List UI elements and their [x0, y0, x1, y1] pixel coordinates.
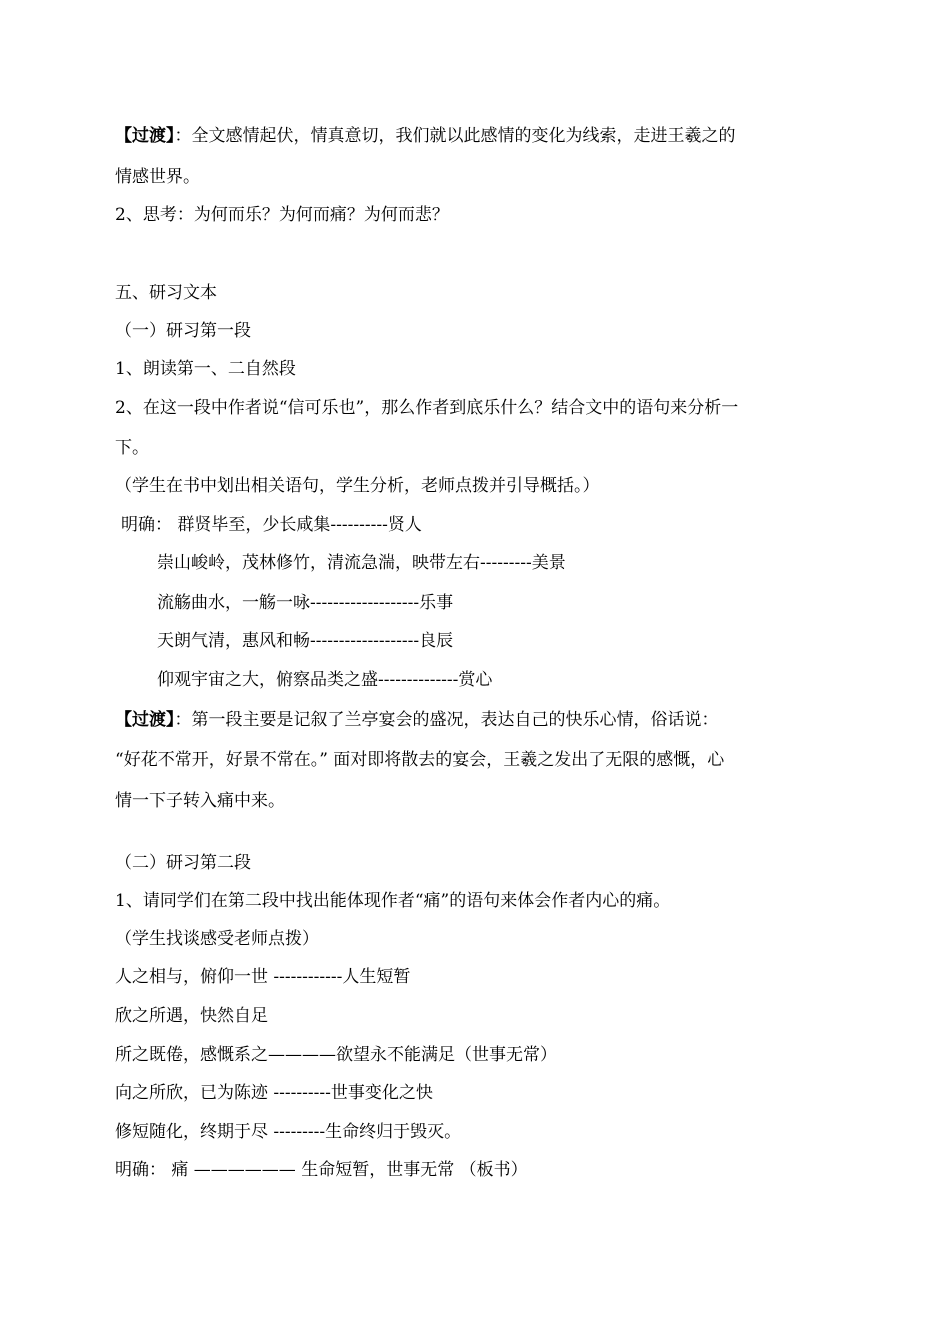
transition-label: 【过渡】 — [115, 126, 175, 146]
transition-paragraph-2-line-3: 情一下子转入痛中来。 — [115, 791, 285, 811]
analysis-line: 修短随化，终期于尽 ---------生命终归于毁灭。 — [115, 1122, 462, 1142]
transition-label: 【过渡】 — [115, 710, 175, 730]
analysis-line: 人之相与，俯仰一世 ------------人生短暂 — [115, 967, 411, 987]
analysis-line: 欣之所遇，快然自足 — [115, 1006, 268, 1026]
board-summary-line: 明确： 痛 —————— 生命短暂，世事无常 （板书） — [115, 1160, 528, 1180]
transition-text: ：全文感情起伏，情真意切，我们就以此感情的变化为线索，走进王羲之的 — [174, 126, 736, 146]
transition-paragraph-2-line-2: “好花不常开，好景不常在。” 面对即将散去的宴会，王羲之发出了无限的感慨，心 — [115, 750, 725, 770]
part1-item-2-line-2: 下。 — [115, 438, 149, 458]
subsection-heading-2: （二）研习第二段 — [115, 853, 251, 873]
transition-text: ：第一段主要是记叙了兰亭宴会的盛况，表达自己的快乐心情，俗话说： — [174, 710, 719, 730]
question-2: 2、思考：为何而乐？为何而痛？为何而悲？ — [115, 205, 449, 225]
part1-note: （学生在书中划出相关语句，学生分析，老师点拨并引导概括。） — [115, 476, 600, 496]
analysis-line: 向之所欣，已为陈迹 ----------世事变化之快 — [115, 1083, 433, 1103]
part1-item-2-line-1: 2、在这一段中作者说“信可乐也”，那么作者到底乐什么？结合文中的语句来分析一 — [115, 398, 739, 418]
clarify-line: 崇山峻岭，茂林修竹，清流急湍，映带左右---------美景 — [157, 553, 566, 573]
analysis-line: 所之既倦，感慨系之————欲望永不能满足（世事无常） — [115, 1045, 557, 1065]
part1-item-1: 1、朗读第一、二自然段 — [115, 359, 296, 379]
clarify-line: 天朗气清，惠风和畅-------------------良辰 — [157, 631, 454, 651]
subsection-heading-1: （一）研习第一段 — [115, 321, 251, 341]
part2-note: （学生找谈感受老师点拨） — [115, 929, 319, 949]
clarify-line: 仰观宇宙之大，俯察品类之盛--------------赏心 — [157, 670, 493, 690]
clarify-line: 明确： 群贤毕至，少长咸集----------贤人 — [121, 515, 422, 535]
section-heading: 五、研习文本 — [115, 283, 217, 303]
transition-paragraph-1-line-2: 情感世界。 — [115, 167, 200, 187]
part2-item-1: 1、请同学们在第二段中找出能体现作者“痛”的语句来体会作者内心的痛。 — [115, 891, 671, 911]
clarify-line: 流觞曲水，一觞一咏-------------------乐事 — [157, 593, 454, 613]
transition-paragraph-1-line-1 — [115, 125, 845, 147]
transition-paragraph-2-line-1 — [115, 709, 845, 731]
